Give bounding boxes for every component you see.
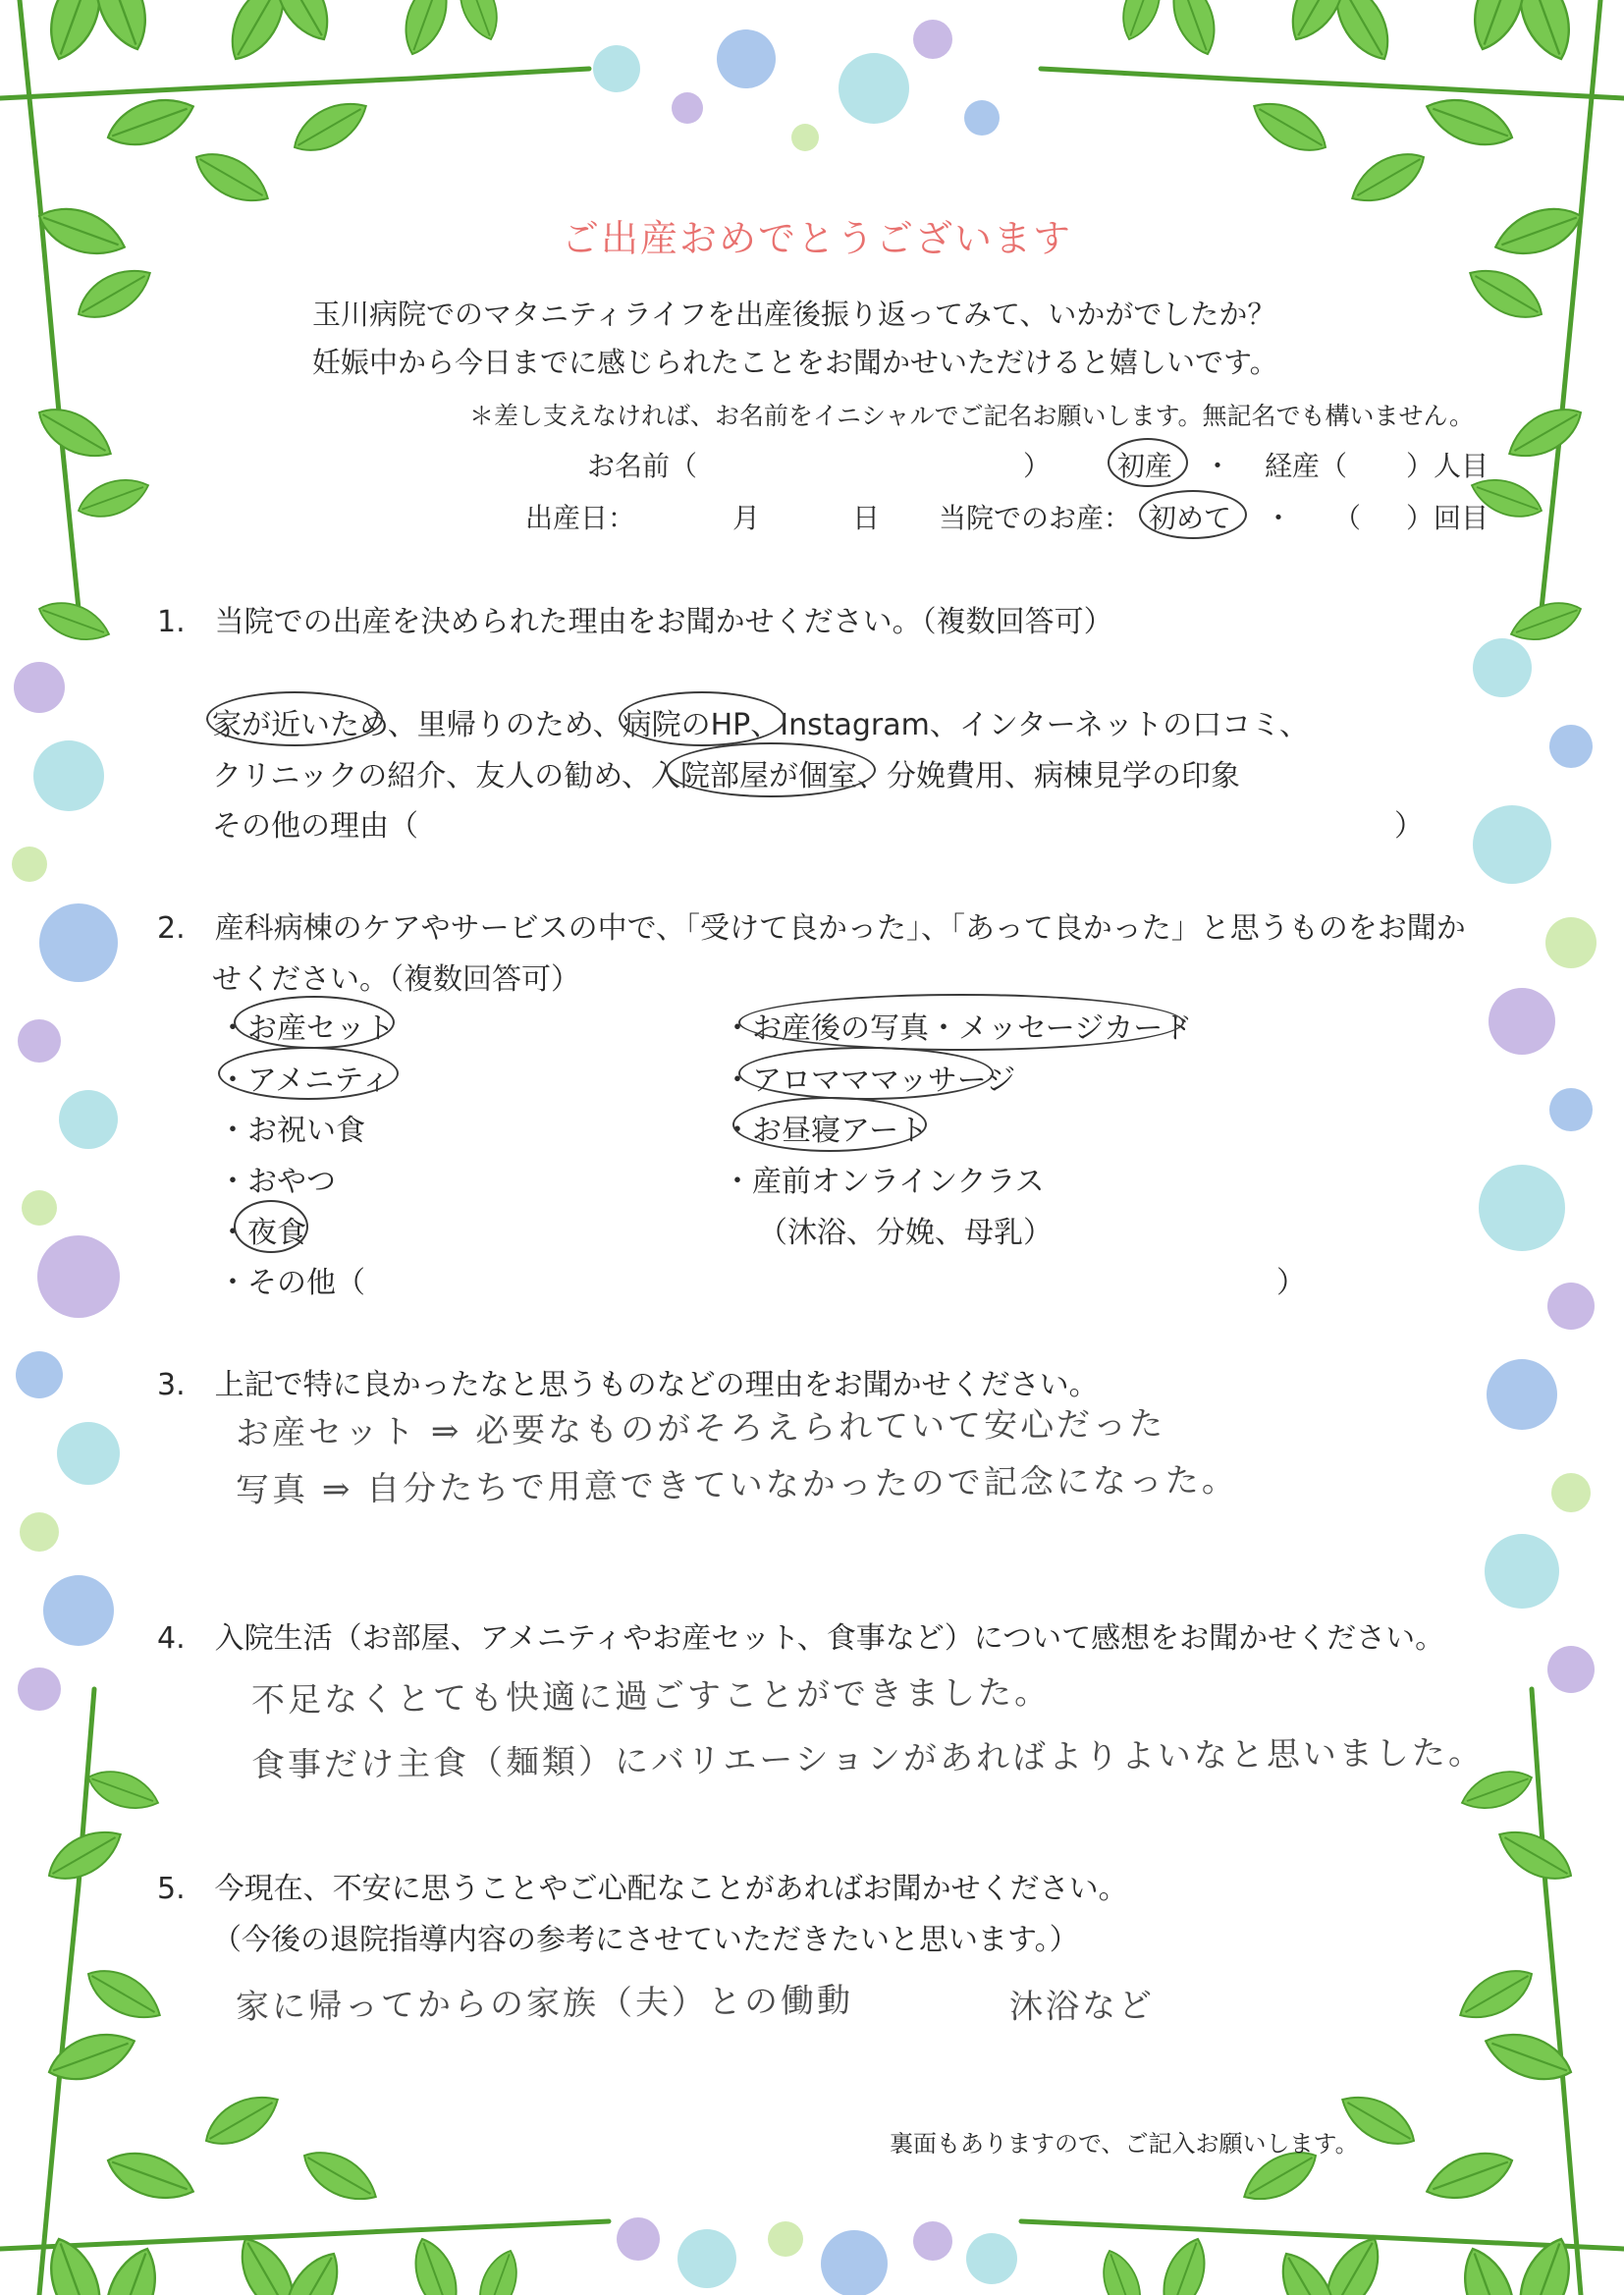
vine-stem (1021, 2221, 1624, 2249)
q1-options-line-2[interactable]: クリニックの紹介、友人の勧め、入院部屋が個室、分娩費用、病棟見学の印象 (212, 759, 1240, 793)
decorative-dot (677, 2229, 736, 2288)
leaf-icon (1500, 397, 1590, 468)
decorative-dot (821, 2230, 888, 2295)
question-1: 1. 当院での出産を決められた理由をお聞かせください。（複数回答可） (157, 605, 1113, 639)
leaf-icon (406, 2233, 467, 2295)
decorative-dot (717, 29, 776, 88)
q4-answer-line-1: 不足なくとても快適に過ごすことができました。 (250, 1672, 1052, 1721)
decorative-dot (39, 903, 118, 982)
question-4: 4. 入院生活（お部屋、アメニティやお産セット、食事など）について感想をお聞かせください。 (157, 1621, 1445, 1656)
leaf-icon (1420, 88, 1518, 156)
decorative-dot (1547, 1283, 1595, 1330)
decorative-dot (12, 847, 47, 882)
first-birth-option[interactable]: 初産 (1117, 450, 1173, 482)
leaf-icon (30, 397, 120, 468)
leaf-icon (286, 90, 375, 162)
leaf-icon (1343, 141, 1433, 213)
leaf-icon (1505, 594, 1586, 649)
vine-stem (0, 2221, 609, 2249)
decorative-dot (768, 2221, 803, 2257)
q2-other-close: ） (1276, 1266, 1306, 1300)
decorative-dot (1489, 988, 1555, 1055)
name-label: お名前（ (587, 450, 698, 482)
multi-birth-option[interactable]: 経産（ (1265, 450, 1348, 482)
leaf-icon (1114, 0, 1169, 45)
decorative-dot (1545, 917, 1597, 968)
decorative-dot (57, 1422, 120, 1485)
leaf-icon (188, 141, 277, 213)
times-open: （ (1333, 502, 1362, 534)
q2-option-aroma-massage[interactable]: ・アロマママッサージ (723, 1064, 1016, 1098)
first-time-option[interactable]: 初めて (1149, 502, 1232, 534)
leaf-icon (33, 594, 114, 649)
q2-option-other[interactable]: ・その他（ (218, 1266, 365, 1300)
question-2-line-2: せください。（複数回答可） (212, 962, 580, 997)
leaf-icon (32, 197, 131, 265)
leaf-icon (1163, 0, 1224, 60)
decorative-dot (1549, 1088, 1593, 1131)
leaf-icon (82, 1763, 163, 1818)
day-label: 日 (852, 502, 881, 534)
q2-option-amenity[interactable]: ・アメニティ (218, 1064, 391, 1098)
decorative-dot (37, 1235, 120, 1318)
leaf-icon (1153, 2233, 1215, 2295)
decorative-dot (913, 2221, 952, 2261)
decorative-dot (593, 45, 640, 92)
leaf-icon (101, 2142, 199, 2210)
decorative-dot (1487, 1359, 1557, 1430)
leaf-icon (101, 88, 199, 156)
leaf-icon (470, 2245, 525, 2295)
decorative-dot (966, 2233, 1017, 2284)
name-close: ） (1023, 450, 1052, 482)
leaf-icon (73, 470, 153, 525)
leaf-icon (93, 2242, 167, 2295)
decorative-dot (1547, 1646, 1595, 1693)
q2-option-online-class[interactable]: ・産前オンラインクラス (723, 1165, 1045, 1199)
leaf-icon (1451, 1958, 1541, 2030)
hospital-birth-label: 当院でのお産： (939, 502, 1132, 534)
q2-option-celebration-meal[interactable]: ・お祝い食 (218, 1114, 365, 1148)
decorative-dot (16, 1351, 63, 1398)
q2-option-snack[interactable]: ・おやつ (218, 1165, 336, 1199)
intro-line-1: 玉川病院でのマタニティライフを出産後振り返ってみて、いかがでしたか？ (312, 298, 1276, 331)
decorative-dot (791, 124, 819, 151)
decorative-dot (617, 2217, 660, 2261)
decorative-dot (913, 20, 952, 59)
times-suffix: ）回目 (1406, 502, 1489, 534)
vine-stem (1532, 1689, 1581, 2295)
decorative-dot (43, 1575, 114, 1646)
leaf-icon (1453, 2242, 1527, 2295)
decorative-dot (1479, 1165, 1565, 1251)
page-title: ご出産おめでとうございます (562, 217, 1073, 260)
q2-option-night-meal[interactable]: ・夜食 (218, 1216, 306, 1250)
decorative-dot (20, 1512, 59, 1552)
q2-option-nap-art[interactable]: ・お昼寝アート (723, 1114, 929, 1148)
decorative-dot (22, 1190, 57, 1226)
q2-option-postpartum-photo[interactable]: ・お産後の写真・メッセージカード (723, 1011, 1193, 1046)
reverse-side-note: 裏面もありますので、ご記入お願いします。 (890, 2130, 1359, 2158)
vine-stem (39, 1689, 94, 2295)
birth-separator: ・ (1204, 450, 1232, 482)
birthdate-label: 出産日： (525, 502, 636, 534)
times-separator: ・ (1265, 502, 1293, 534)
leaf-icon (1420, 2142, 1518, 2210)
decorative-dot (1549, 725, 1593, 768)
leaf-icon (296, 2140, 385, 2212)
leaf-icon (197, 2084, 287, 2156)
decorative-dot (964, 100, 1000, 136)
q3-answer-line-2: 写真 ⇒ 自分たちで用意できていなかったので記念になった。 (235, 1460, 1238, 1510)
question-5: 5. 今現在、不安に思うことやご心配なことがあればお聞かせください。 (157, 1872, 1128, 1906)
decorative-dot (839, 53, 909, 124)
question-5-sub: （今後の退院指導内容の参考にさせていただきたいと思います。） (212, 1923, 1079, 1957)
q1-other-reason[interactable]: その他の理由（ (212, 809, 418, 844)
leaf-icon (1245, 90, 1334, 162)
leaf-icon (1095, 2245, 1150, 2295)
decorative-dot (1485, 1534, 1559, 1609)
vine-stem (1041, 69, 1624, 98)
leaf-icon (1489, 197, 1587, 265)
q4-answer-line-2: 食事だけ主食（麺類）にバリエーションがあればよりよいなと思いました。 (250, 1732, 1486, 1785)
decorative-dot (1551, 1473, 1591, 1512)
q5-answer-part-1: 家に帰ってからの家族（夫）との働動 (235, 1981, 854, 2027)
decorative-dot (59, 1090, 118, 1149)
leaf-icon (1490, 1819, 1580, 1890)
vine-stem (1542, 0, 1600, 609)
q2-option-osan-set[interactable]: ・お産セット (218, 1011, 395, 1046)
initials-note: ＊差し支えなければ、お名前をイニシャルでご記名お願いします。無記名でも構いません。 (469, 402, 1475, 430)
multi-birth-suffix: ）人目 (1406, 450, 1489, 482)
q5-answer-part-2: 沐浴など (1008, 1986, 1156, 2027)
decorative-dot (1473, 805, 1551, 884)
q2-online-class-detail: （沐浴、分娩、母乳） (758, 1216, 1053, 1250)
decorative-dot (14, 662, 65, 713)
decorative-dot (672, 92, 703, 124)
leaf-icon (39, 2232, 113, 2295)
leaf-icon (1507, 2232, 1581, 2295)
leaf-icon (451, 0, 506, 45)
q3-answer-line-1: お産セット ⇒ 必要なものがそろえられていて安心だった (235, 1404, 1166, 1453)
intro-line-2: 妊娠中から今日までに感じられたことをお聞かせいただけると嬉しいです。 (312, 346, 1278, 379)
decorative-dot (18, 1019, 61, 1063)
month-label: 月 (732, 502, 761, 534)
leaf-icon (80, 1958, 169, 2030)
question-2-line-1: 2. 産科病棟のケアやサービスの中で、「受けて良かった」、「あって良かった」と思うものをお聞か (157, 911, 1466, 946)
q1-options-line-1[interactable]: 家が近いため、里帰りのため、病院のHP、Instagram、インターネットの口コミ、 (212, 708, 1309, 742)
leaf-icon (70, 257, 159, 329)
vine-stem (0, 69, 589, 98)
leaf-icon (1461, 257, 1550, 329)
question-3: 3. 上記で特に良かったなと思うものなどの理由をお聞かせください。 (157, 1368, 1099, 1402)
q1-other-close: ） (1394, 809, 1424, 844)
decorative-dot (33, 740, 104, 811)
leaf-icon (396, 0, 458, 60)
decorative-dot (18, 1667, 61, 1711)
decorative-dot (1473, 638, 1532, 697)
vine-stem (20, 0, 79, 609)
